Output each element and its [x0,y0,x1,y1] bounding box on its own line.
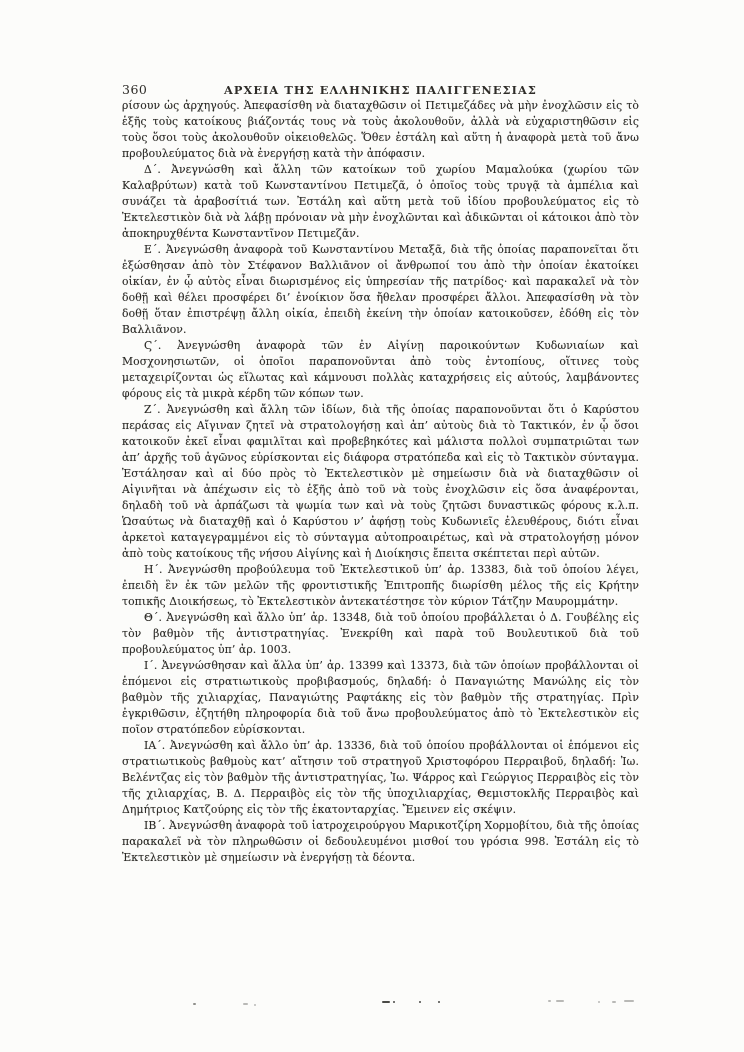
paragraph-stigma: Ϛ΄. Ἀνεγνώσθη ἀναφορὰ τῶν ἐν Αἰγίνῃ παροικούντων Κυδωνιαίων καὶ Μοσχονησιωτῶν, οἱ ὁποῖοι παραπονοῦνται ἀπὸ τοὺς ἐντοπίους, οἵτινες τοὺς μεταχειρίζονται ὡς εἵλωτας καὶ κάμνουσι πολλὰς καταχρήσεις εἰς αὐτούς, λαμβάνοντες φόρους εἰς τὰ μικρὰ κέρδη τῶν κόπων των. [122,339,639,400]
paragraph-iota-beta: ΙΒ΄. Ἀνεγνώσθη ἀναφορὰ τοῦ ἰατροχειρούργου Μαρικοτζίρη Χορμοβίτου, διὰ τῆς ὁποίας παρακαλεῖ νὰ τὸν πληρωθῶσιν οἱ δεδουλευμένοι μισθοί του γρόσια 998. Ἐστάλη εἰς τὸ Ἐκτελεστικὸν μὲ σημείωσιν νὰ ἐνεργήσῃ τὰ δέοντα. [122,819,639,864]
paragraph-zeta: Ζ΄. Ἀνεγνώσθη καὶ ἄλλη τῶν ἰδίων, διὰ τῆς ὁποίας παραπονοῦνται ὅτι ὁ Καρύστου περάσας εἰς Αἴγιναν ζητεῖ νὰ στρατολογήσῃ καὶ ἀπ’ αὐτοὺς διὰ τὸ Τακτικόν, ἐν ᾧ ὅσοι κατοικοῦν ἐκεῖ εἶναι φαμιλῖται καὶ προβεβηκότες καὶ μάλιστα πολλοὶ συμπατριῶται των ἀπ’ ἀρχῆς τοῦ ἀγῶνος εὑρίσκονται εἰς διάφορα στρατόπεδα καὶ εἰς τὸ Τακτικὸν σύνταγμα. Ἐστάλησαν καὶ αἱ δύο πρὸς τὸ Ἐκτελεστικὸν μὲ σημείωσιν διὰ νὰ διαταχθῶσιν οἱ Αἰγινῆται νὰ ἀπέχωσιν εἰς τὸ ἑξῆς ἀπὸ τοῦ νὰ τοὺς ἐνοχλῶσιν εἰς ὅσα ἀναφέρονται, δηλαδὴ τοῦ νὰ ἁρπάζωσι τὰ ψωμία των καὶ νὰ τοὺς ζητῶσι δυναστικῶς φόρους κ.λ.π. Ὡσαύτως νὰ διαταχθῇ καὶ ὁ Καρύστου ν’ ἀφήσῃ τοὺς Κυδωνιεῖς ἐλευθέρους, διότι εἶναι ἀρκετοὶ καταγεγραμμένοι εἰς τὸ σύνταγμα αὐτοπροαιρέτως, καὶ νὰ στρατολογήσῃ μόνον ἀπὸ τοὺς κατοίκους τῆς νήσου Αἰγίνης καὶ ἡ Διοίκησις ἔπειτα σκέπτεται περὶ αὐτῶν. [122,403,639,560]
paragraph-delta: Δ΄. Ἀνεγνώσθη καὶ ἄλλη τῶν κατοίκων τοῦ χωρίου Μαμαλούκα (χωρίου τῶν Καλαβρύτων) κατὰ τοῦ Κωνσταντίνου Πετιμεζᾶ, ὁ ὁποῖος τοὺς τρυγᾷ τὰ ἀμπέλια καὶ συνάζει τὰ ἀραβοσίτιά των. Ἐστάλη καὶ αὕτη μετὰ τοῦ ἰδίου προβουλεύματος εἰς τὸ Ἐκτελεστικὸν διὰ νὰ λάβῃ πρόνοιαν νὰ μὴν ἐνοχλῶνται καὶ ἀδικῶνται οἱ κάτοικοι ἀπὸ τὸν ἀποκηρυχθέντα Κωνσταντῖνον Πετιμεζᾶν. [122,163,639,240]
paragraph-iota: Ι΄. Ἀνεγνώσθησαν καὶ ἄλλα ὑπ’ ἀρ. 13399 καὶ 13373, διὰ τῶν ὁποίων προβάλλονται οἱ ἑπόμενοι εἰς στρατιωτικοὺς προβιβασμούς, δηλαδή: ὁ Παναγιώτης Μανώλης εἰς τὸν βαθμὸν τῆς χιλιαρχίας, Παναγιώτης Ραφτάκης εἰς τὸν βαθμὸν τῆς στρατηγίας. Πρὶν ἐγκριθῶσιν, ἐζητήθη πληροφορία διὰ τοῦ ἄνω προβουλεύματος ἀπὸ τὸ Ἐκτελεστικὸν εἰς ποῖον στρατόπεδον εὑρίσκονται. [122,659,639,736]
paragraph-eta: Η΄. Ἀνεγνώσθη προβούλευμα τοῦ Ἐκτελεστικοῦ ὑπ’ ἀρ. 13383, διὰ τοῦ ὁποίου λέγει, ἐπειδὴ ἓν ἐκ τῶν μελῶν τῆς φροντιστικῆς Ἐπιτροπῆς διωρίσθη μέλος τῆς εἰς Κρήτην τοπικῆς Διοικήσεως, τὸ Ἐκτελεστικὸν ἀντεκατέστησε τὸν κύριον Τάτζην Μαυρομμάτην. [122,563,639,608]
paragraph-iota-alpha: ΙΑ΄. Ἀνεγνώσθη καὶ ἄλλο ὑπ’ ἀρ. 13336, διὰ τοῦ ὁποίου προβάλλονται οἱ ἑπόμενοι εἰς στρατιωτικοὺς βαθμοὺς κατ’ αἴτησιν τοῦ στρατηγοῦ Χριστοφόρου Περραιβοῦ, δηλαδή: Ἰω. Βελέντζας εἰς τὸν βαθμὸν τῆς ἀντιστρατηγίας, Ἰω. Ψάρρος καὶ Γεώργιος Περραιβὸς εἰς τὸν τῆς χιλιαρχίας, Β. Δ. Περραιβὸς εἰς τὸν τῆς ὑποχιλιαρχίας, Θεμιστοκλῆς Περραιβὸς καὶ Δημήτριος Κατζούρης εἰς τὸν τῆς ἑκατονταρχίας. Ἔμεινεν εἰς σκέψιν. [122,739,639,816]
paragraph-continuation: ρίσουν ὡς ἀρχηγούς. Ἀπεφασίσθη νὰ διαταχθῶσιν οἱ Πετιμεζάδες νὰ μὴν ἐνοχλῶσιν εἰς τὸ ἑξῆς τοὺς κατοίκους βιάζοντάς τους νὰ τοὺς ἀκολουθοῦν, ἀλλὰ νὰ εὐχαριστηθῶσιν εἰς τοὺς ὅσοι τοὺς ἀκολουθοῦν οἰκειοθελῶς. Ὅθεν ἐστάλη καὶ αὕτη ἡ ἀναφορὰ μετὰ τοῦ ἄνω προβουλεύματος διὰ νὰ ἐνεργήσῃ κατὰ τὴν ἀπόφασιν. [122,99,639,160]
paragraph-epsilon: Ε΄. Ἀνεγνώσθη ἀναφορὰ τοῦ Κωνσταντίνου Μεταξᾶ, διὰ τῆς ὁποίας παραπονεῖται ὅτι ἐξώσθησαν ἀπὸ τὸν Στέφανον Βαλλιᾶνον οἱ ἄνθρωποί του ἀπὸ τὴν ὁποίαν ἐκατοίκει οἰκίαν, ἐν ᾧ αὐτὸς εἶναι διωρισμένος εἰς ὑπηρεσίαν τῆς πατρίδος· καὶ παρακαλεῖ νὰ τὸν δοθῇ καὶ θέλει προσφέρει δι’ ἐνοίκιον ὅσα ἤθελαν προσφέρει ἄλλοι. Ἀπεφασίσθη νὰ τὸν δοθῇ ὅταν ἐπιστρέψῃ ἄλλη οἰκία, ἐπειδὴ ἐκείνη τὴν ὁποίαν κατοικοῦσεν, ἐδόθη εἰς τὸν Βαλλιᾶνον. [122,243,639,336]
running-header-title: ΑΡΧΕΙΑ ΤΗΣ ΕΛΛΗΝΙΚΗΣ ΠΑΛΙΓΓΕΝΕΣΙΑΣ [224,83,537,97]
body-text-block [122,98,639,866]
page-number: 360 [122,82,148,97]
paragraph-theta: Θ΄. Ἀνεγνώσθη καὶ ἄλλο ὑπ’ ἀρ. 13348, διὰ τοῦ ὁποίου προβάλλεται ὁ Δ. Γουβέλης εἰς τὸν βαθμὸν τῆς ἀντιστρατηγίας. Ἐνεκρίθη καὶ παρὰ τοῦ Βουλευτικοῦ διὰ τοῦ προβουλεύματος ὑπ’ ἀρ. 1003. [122,611,639,656]
